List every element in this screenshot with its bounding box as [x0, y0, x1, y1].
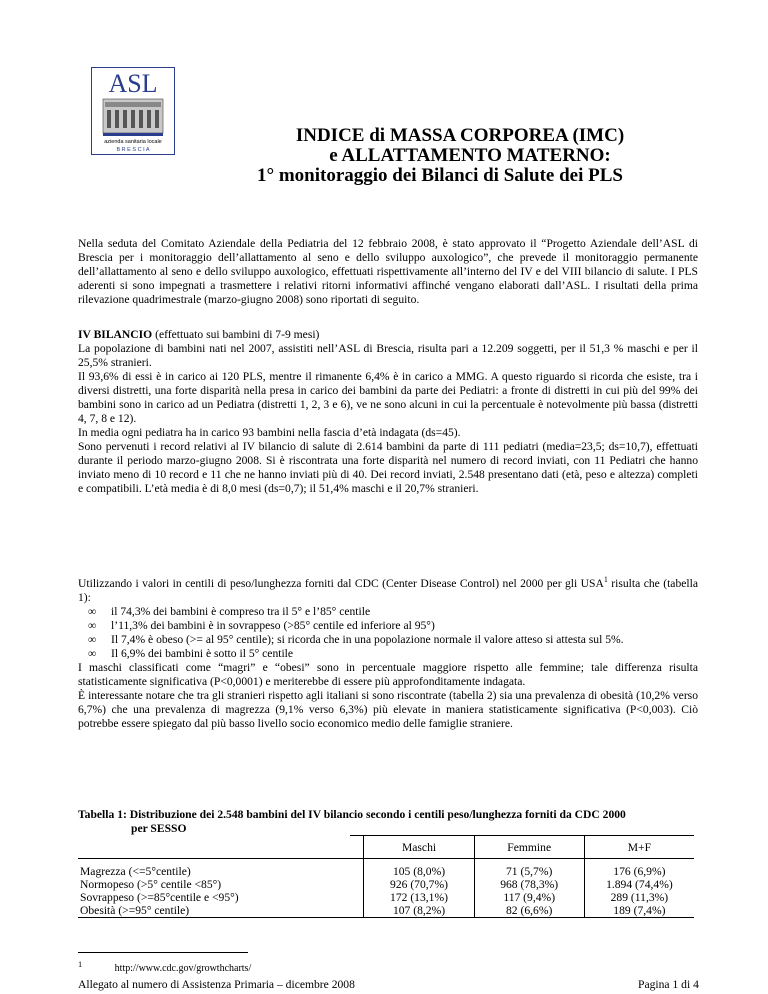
list-item [78, 605, 698, 619]
document-title [140, 126, 740, 186]
table-header-row [78, 836, 694, 859]
section-heading [78, 328, 698, 342]
list-item-text: Il 7,4% è obeso (>= al 95° centile); si ricorda che in una popolazione normale il valore atteso si attesta sul 5%. [111, 632, 624, 646]
footnote-separator [78, 952, 248, 953]
infinity-bullet-icon: ∞ [88, 618, 97, 632]
list-item [78, 619, 698, 633]
table-header-empty [78, 836, 350, 859]
table-row [78, 904, 694, 918]
title-line-2: e ALLATTAMENTO MATERNO: [329, 145, 611, 166]
cdc-paragraph-2: È interessante notare che tra gli stranieri rispetto agli italiani si sono riscontrate (tabella 2) sia una prevalenza di obesità (10,2% verso 6,7%) che una prevalenza di magrezza (9,1% verso 6,3%) più elevate in maniera statisticamente significativa (P<0,003). Ciò potrebbe essere spiegato dal più basso livello socio economico medio delle famiglie straniere. [78, 688, 698, 730]
table-row-label: Magrezza (<=5°centile) [80, 865, 191, 878]
title-line-3: 1° monitoraggio dei Bilanci di Salute dei PLS [257, 165, 623, 186]
cdc-intro-tail: risulta che (tabella 1): [78, 576, 698, 604]
cdc-intro-text: Utilizzando i valori in centili di peso/lunghezza forniti dal CDC (Center Disease Control) nel 2000 per gli USA [78, 576, 604, 590]
section-heading-bold: IV BILANCIO [78, 328, 153, 341]
section-paragraph-4: Sono pervenuti i record relativi al IV bilancio di salute di 2.614 bambini da parte di 111 pediatri (media=23,5; ds=10,7), effettuati durante il periodo marzo-giugno 2008. Si è riscontrata una forte disparità nel numero di record inviati, con 11 Pediatri che hanno inviato meno di 10 record e 11 che ne hanno inviati più di 40. Dei record inviati, 2.548 presentano dati (età, peso e altezza) completi e compatibili. L’età media è di 8,0 mesi (ds=0,7); il 51,4% maschi e il 20,7% stranieri. [78, 440, 698, 495]
table-caption-line-2: per SESSO [131, 822, 187, 835]
list-item [78, 647, 698, 661]
footnote-url[interactable]: http://www.cdc.gov/growthcharts/ [114, 963, 252, 975]
table-header-cell: Maschi [364, 836, 474, 859]
footer-left: Allegato al numero di Assistenza Primaria – dicembre 2008 [78, 978, 355, 991]
table-cell: 289 (11,3%) [584, 891, 694, 904]
footnote-number: 1 [78, 960, 83, 969]
table-cell: 82 (6,6%) [474, 904, 584, 918]
table-cell: 176 (6,9%) [584, 865, 694, 878]
section-heading-note: (effettuato sui bambini di 7-9 mesi) [152, 328, 320, 341]
logo-subtitle: azienda sanitaria locale [104, 139, 162, 145]
table-cell: 71 (5,7%) [474, 865, 584, 878]
table-caption-line-1: Tabella 1: Distribuzione dei 2.548 bambini del IV bilancio secondo i centili peso/lunghezza forniti da CDC 2000 [78, 808, 626, 821]
intro-text: Nella seduta del Comitato Aziendale della Pediatria del 12 febbraio 2008, è stato approvato il “Progetto Aziendale dell’ASL di Brescia per i monitoraggio dell’allattamento al seno e dello sviluppo auxologico”, che prevede il monitoraggio permanente dell’allattamento al seno e dello sviluppo auxologico, effettuati rispettivamente all’interno del IV e del VIII bilancio di salute. I PLS aderenti si sono impegnati a trasmettere i relativi ritorni informativi affinché vengano elaborati dall’ASL. I risultati della prima rilevazione quadrimestrale (marzo-giugno 2008) sono riportati di seguito. [78, 237, 698, 306]
section-cdc [78, 573, 698, 731]
table-row-label: Sovrappeso (>=85°centile e <95°) [80, 891, 239, 904]
table-row [78, 865, 694, 878]
footnote [78, 959, 251, 975]
intro-paragraph [78, 237, 698, 307]
table-caption [78, 808, 698, 836]
table-header-cell: Femmine [474, 836, 584, 859]
table-cell: 105 (8,0%) [364, 865, 474, 878]
list-item-text: il 74,3% dei bambini è compreso tra il 5° e l’85° centile [111, 604, 371, 618]
table-row [78, 891, 694, 904]
table-cell: 189 (7,4%) [584, 904, 694, 918]
cdc-paragraph-1: I maschi classificati come “magri” e “obesi” sono in percentuale maggiore rispetto alle femmine; tale differenza risulta statisticamente significativa (P<0,0001) e meriterebbe di essere più approfonditamente indagata. [78, 660, 698, 688]
table-cell: 117 (9,4%) [474, 891, 584, 904]
page-number: Pagina 1 di 4 [638, 978, 699, 991]
section-paragraph-1: La popolazione di bambini nati nel 2007, assistiti nell’ASL di Brescia, risulta pari a 12.209 soggetti, per il 51,3 % maschi e per il 25,5% stranieri. [78, 342, 698, 369]
section-iv-bilancio [78, 328, 698, 496]
table-row-label: Normopeso (>5° centile <85°) [80, 878, 222, 891]
list-item-text: Il 6,9% dei bambini è sotto il 5° centile [111, 646, 294, 660]
infinity-bullet-icon: ∞ [88, 604, 97, 618]
table-row-label: Obesità (>=95° centile) [78, 904, 350, 918]
section-paragraph-3: In media ogni pediatra ha in carico 93 bambini nella fascia d’età indagata (ds=45). [78, 426, 461, 439]
table-cell: 1.894 (74,4%) [584, 878, 694, 891]
section-paragraph-2: Il 93,6% di essi è in carico ai 120 PLS, mentre il rimanente 6,4% è in carico a MMG. A questo riguardo si ricorda che esiste, tra i diversi distretti, una forte disparità nella presa in carico dei bambini da parte dei Pediatri: a fronte di distretti in cui più del 99% dei bambini sono in carico ad un Pediatra (distretti 1, 2, 3 e 6), ve ne sono alcuni in cui la percentuale è notevolmente più bassa (distretti 4, 7, 8 e 12). [78, 370, 698, 425]
list-item [78, 633, 698, 647]
table-cell: 172 (13,1%) [364, 891, 474, 904]
table-row [78, 878, 694, 891]
cdc-bullet-list [78, 605, 698, 661]
logo-city: B R E S C I A [116, 147, 150, 153]
table-cell: 926 (70,7%) [364, 878, 474, 891]
table-1 [78, 835, 694, 918]
infinity-bullet-icon: ∞ [88, 646, 97, 660]
infinity-bullet-icon: ∞ [88, 632, 97, 646]
footnote-reference: 1 [603, 575, 608, 584]
cdc-intro [78, 573, 698, 605]
table-header-cell: M+F [584, 836, 694, 859]
table-header-gap [350, 836, 364, 859]
logo-asl-text: ASL [108, 69, 158, 98]
table-cell: 968 (78,3%) [474, 878, 584, 891]
list-item-text: l’11,3% dei bambini è in sovrappeso (>85° centile ed inferiore al 95°) [111, 618, 435, 632]
table-cell: 107 (8,2%) [364, 904, 474, 918]
title-line-1: INDICE di MASSA CORPOREA (IMC) [295, 125, 625, 146]
